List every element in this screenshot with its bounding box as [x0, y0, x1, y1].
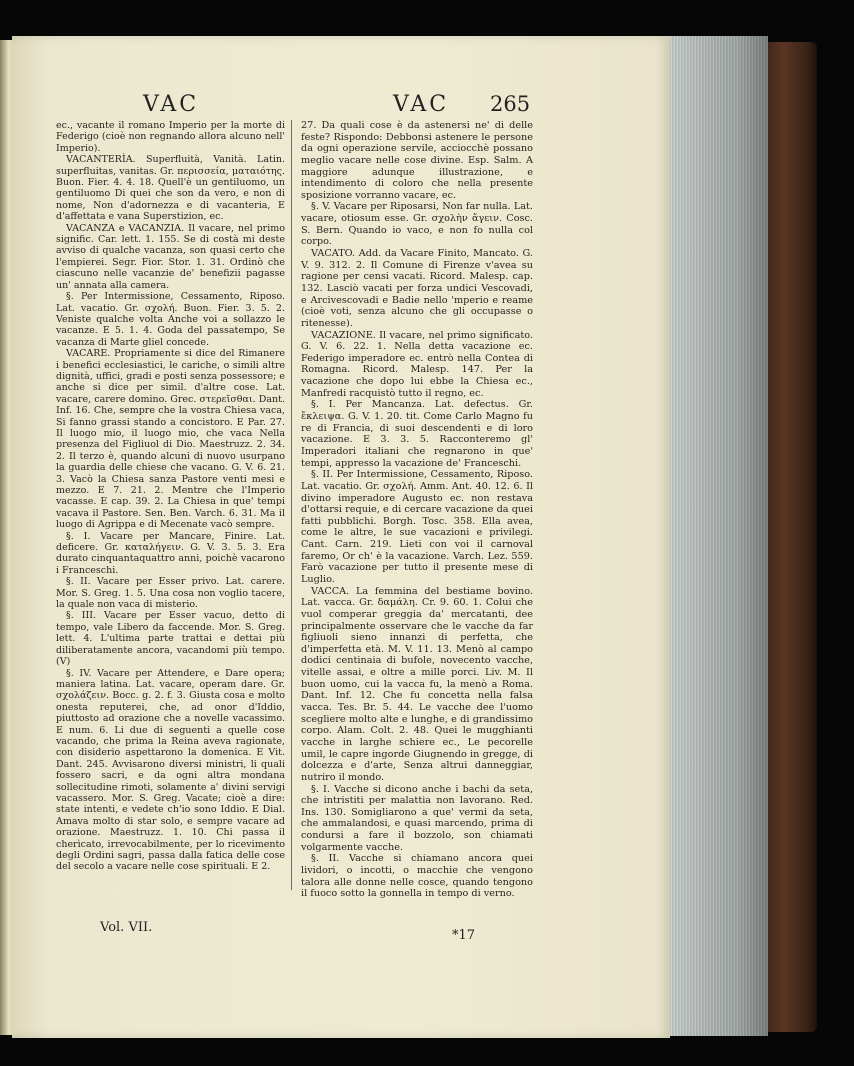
entry-paragraph: §. I. Vacare per Mancare, Finire. Lat. deficere. Gr. καταλήγειν. G. V. 3. 5. 3. Era durato cinquantaquattro anni, poichè vacarono i Franceschi.	[56, 530, 285, 576]
left-running-headword: VAC	[143, 92, 200, 117]
entry-paragraph: §. IV. Vacare per Attendere, e Dare opera; maniera latina. Lat. vacare, operam dare. Gr. σχολάζειν. Bocc. g. 2. f. 3. Giusta cosa e molto onesta reputerei, che, ad onor d'Iddio, piuttosto ad orazione che a novelle vacassimo. E num. 6. Li due di seguenti a quelle cose vacando, che prima la Reina aveva ragionate, con disiderio aspettarono la domenica. E Vit. Dant. 245. Avvisarono diversi ministri, li quali fossero sacri, e da ogni altra mondana sollecitudine rimoti, solamente a' divini servigi vacassero. Mor. S. Greg. Vacate; cioè a dire: state intenti, e vedete ch'io sono Iddio. E Dial. Amava molto di star solo, e sempre vacare ad orazione. Maestruzz. 1. 10. Chi passa il cherìcato, irrevocabilmente, per lo ricevimento degli Ordini sagri, passa dalla fatica delle cose del secolo a vacare nelle cose spirituali. E 2.	[56, 667, 285, 873]
signature-mark: *17	[452, 928, 476, 943]
entry-paragraph: §. II. Vacche si chiamano ancora quei lividori, o incotti, o macchie che vengono talora alle donne nelle cosce, quando tengono il fuoco sotto la gonnella in tempo di verno.	[301, 853, 533, 900]
entry-paragraph: ec., vacante il romano Imperio per la morte di Federigo (cioè non regnando allora alcuno nell' Imperio).	[56, 120, 285, 154]
right-column	[301, 120, 533, 900]
column-divider	[291, 120, 292, 890]
page-stack-shade	[668, 36, 768, 1036]
entry-paragraph: VACANTERÌA. Superfluità, Vanità. Latin. superfluitas, vanitas. Gr. περισσεία, ματαιότης. Buon. Fier. 4. 4. 18. Quell'è un gentiluomo, un gentiluomo Di quei che son da vero, e non di nome, Non d'adornezza e di vacanteria, E d'affettata e vana Superstizion, ec.	[56, 154, 285, 223]
book-cover-edge	[762, 42, 817, 1032]
entry-paragraph: 27. Da quali cose è da astenersi ne' di delle feste? Rispondo: Debbonsi astenere le persone da ogni operazione servile, acciocchè possano meglio vacare nelle cose divine. Esp. Salm. A maggiore adunque illustrazione, e intendimento di coloro che nella presente sposizione vorranno vacare, ec.	[301, 120, 533, 201]
entry-paragraph: VACAZIONE. Il vacare, nel primo significato. G. V. 6. 22. 1. Nella detta vacazione ec. Federigo imperadore ec. entrò nella Contea di Romagna. Ricord. Malesp. 147. Per la vacazione che dopo lui ebbe la Chiesa ec., Manfredi racquistò tutto il regno, ec.	[301, 329, 533, 399]
entry-paragraph: §. III. Vacare per Esser vacuo, detto di tempo, vale Libero da faccende. Mor. S. Greg. lett. 4. L'ultima parte trattai e dettai più diliberatamente ancora, vacandomi più tempo. (V)	[56, 610, 285, 668]
entry-paragraph: §. II. Per Intermissione, Cessamento, Riposo. Lat. vacatio. Gr. σχολή. Amm. Ant. 40. 12. 6. Il divino imperadore Augusto ec. non restava d'ottarsi requie, e di cercare vacazione da quei fatti pubblichi. Borgh. Tosc. 358. Ella avea, come le altre, le sue vacazioni e privilegi. Cant. Carn. 219. Lieti con voi il carnoval faremo, Or ch' è la vacazione. Varch. Lez. 559. Farò vacazione per tutto il presente mese di Luglio.	[301, 469, 533, 585]
entry-paragraph: VACATO. Add. da Vacare Finito, Mancato. G. V. 9. 312. 2. Il Comune di Firenze v'avea su ragione per censi vacati. Ricord. Malesp. cap. 132. Lasciò vacati per forza undici Vescovadi, e Arcivescovadi e Badie nello 'mperio e reame (cioè voti, senza alcuno che gli occupasse o ritenesse).	[301, 248, 533, 329]
right-running-headword: VAC	[393, 92, 450, 117]
left-column	[56, 120, 285, 873]
entry-paragraph: §. I. Vacche si dicono anche i bachi da seta, che intristiti per malattia non lavorano. Red. Ins. 130. Somigliarono a que' vermi da seta, che ammalandosi, e quasi marcendo, prima di condursi a fare il bozzolo, son chiamati volgarmente vacche.	[301, 783, 533, 853]
entry-paragraph: §. Per Intermissione, Cessamento, Riposo. Lat. vacatio. Gr. σχολή. Buon. Fier. 3. 5. 2. Veniste qualche volta Anche voi a sollazzo le vacanze. E 5. 1. 4. Goda del passatempo, Se vacanza di Marte gliel concede.	[56, 291, 285, 348]
entry-paragraph: §. I. Per Mancanza. Lat. defectus. Gr. ἔκλειψα. G. V. 1. 20. tit. Come Carlo Magno fu re di Francia, di suoi descendenti e di loro vacazione. E 3. 3. 5. Racconteremo gl' Imperadori italiani che regnarono in que' tempi, appresso la vacazione de' Franceschi.	[301, 399, 533, 469]
entry-paragraph: §. II. Vacare per Esser privo. Lat. carere. Mor. S. Greg. 1. 5. Una cosa non voglio tacere, la quale non vaca di misterio.	[56, 576, 285, 611]
entry-paragraph: §. V. Vacare per Riposarsi, Non far nulla. Lat. vacare, otiosum esse. Gr. σχολὴν ἄγειν. Cosc. S. Bern. Quando io vaco, e non fo nulla col corpo.	[301, 201, 533, 248]
volume-label: Vol. VII.	[100, 920, 153, 935]
entry-paragraph: VACANZA e VACANZIA. Il vacare, nel primo signific. Car. lett. 1. 155. Se di costà mi deste avviso di qualche vacanza, son quasi certo che l'empierei. Segr. Fior. Stor. 1. 31. Ordinò che ciascuno nelle vacanzie de' benefizii pagasse un' annata alla camera.	[56, 222, 285, 291]
entry-paragraph: VACARE. Propriamente si dice del Rimanere i benefici ecclesiastici, le cariche, o simili altre dignità, uffici, gradi e posti senza possessore; e anche si dice per simil. d'altre cose. Lat. vacare, carere domino. Grec. στερεῖσθαι. Dant. Inf. 16. Che, sempre che la vostra Chiesa vaca, Si fanno grassi stando a concistoro. E Par. 27. Il luogo mio, il luogo mio, che vaca Nella presenza del Figliuol di Dio. Maestruzz. 2. 34. 2. Il terzo è, quando alcuni di nuovo usurpano la guardia delle chiese che vacano. G. V. 6. 21. 3. Vacò la Chiesa sanza Pastore venti mesi e mezzo. E 7. 21. 2. Mentre che l'Imperio vacasse. E cap. 39. 2. La Chiesa in que' tempi vacava il Pastore. Sen. Ben. Varch. 6. 31. Ma il luogo di Agrippa e di Mecenate vacò sempre.	[56, 348, 285, 531]
page-number: 265	[490, 92, 531, 116]
entry-paragraph: VACCA. La femmina del bestiame bovino. Lat. vacca. Gr. δαμάλη. Cr. 9. 60. 1. Colui che vuol comperar greggia da' mercatanti, dee principalmente osservare che le vacche da far figliuoli sieno innanzi di perfetta, che d'imperfetta età. M. V. 11. 13. Menò al campo dodici centinaia di bufole, novecento vacche, vitelle assai, e oltre a mille porci. Liv. M. Il buon uomo, cui la vacca fu, la menò a Roma. Dant. Inf. 12. Che fu concetta nella falsa vacca. Tes. Br. 5. 44. Le vacche dee l'uomo scegliere molto alte e lunghe, e di grandissimo corpo. Alam. Colt. 2. 48. Quei le mugghianti vacche in larghe schiere ec., Le pecorelle umil, le capre ingorde Giugnendo in gregge, di dolcezza e d'arte, Senza altrui danneggiar, nutriro il mondo.	[301, 585, 533, 783]
